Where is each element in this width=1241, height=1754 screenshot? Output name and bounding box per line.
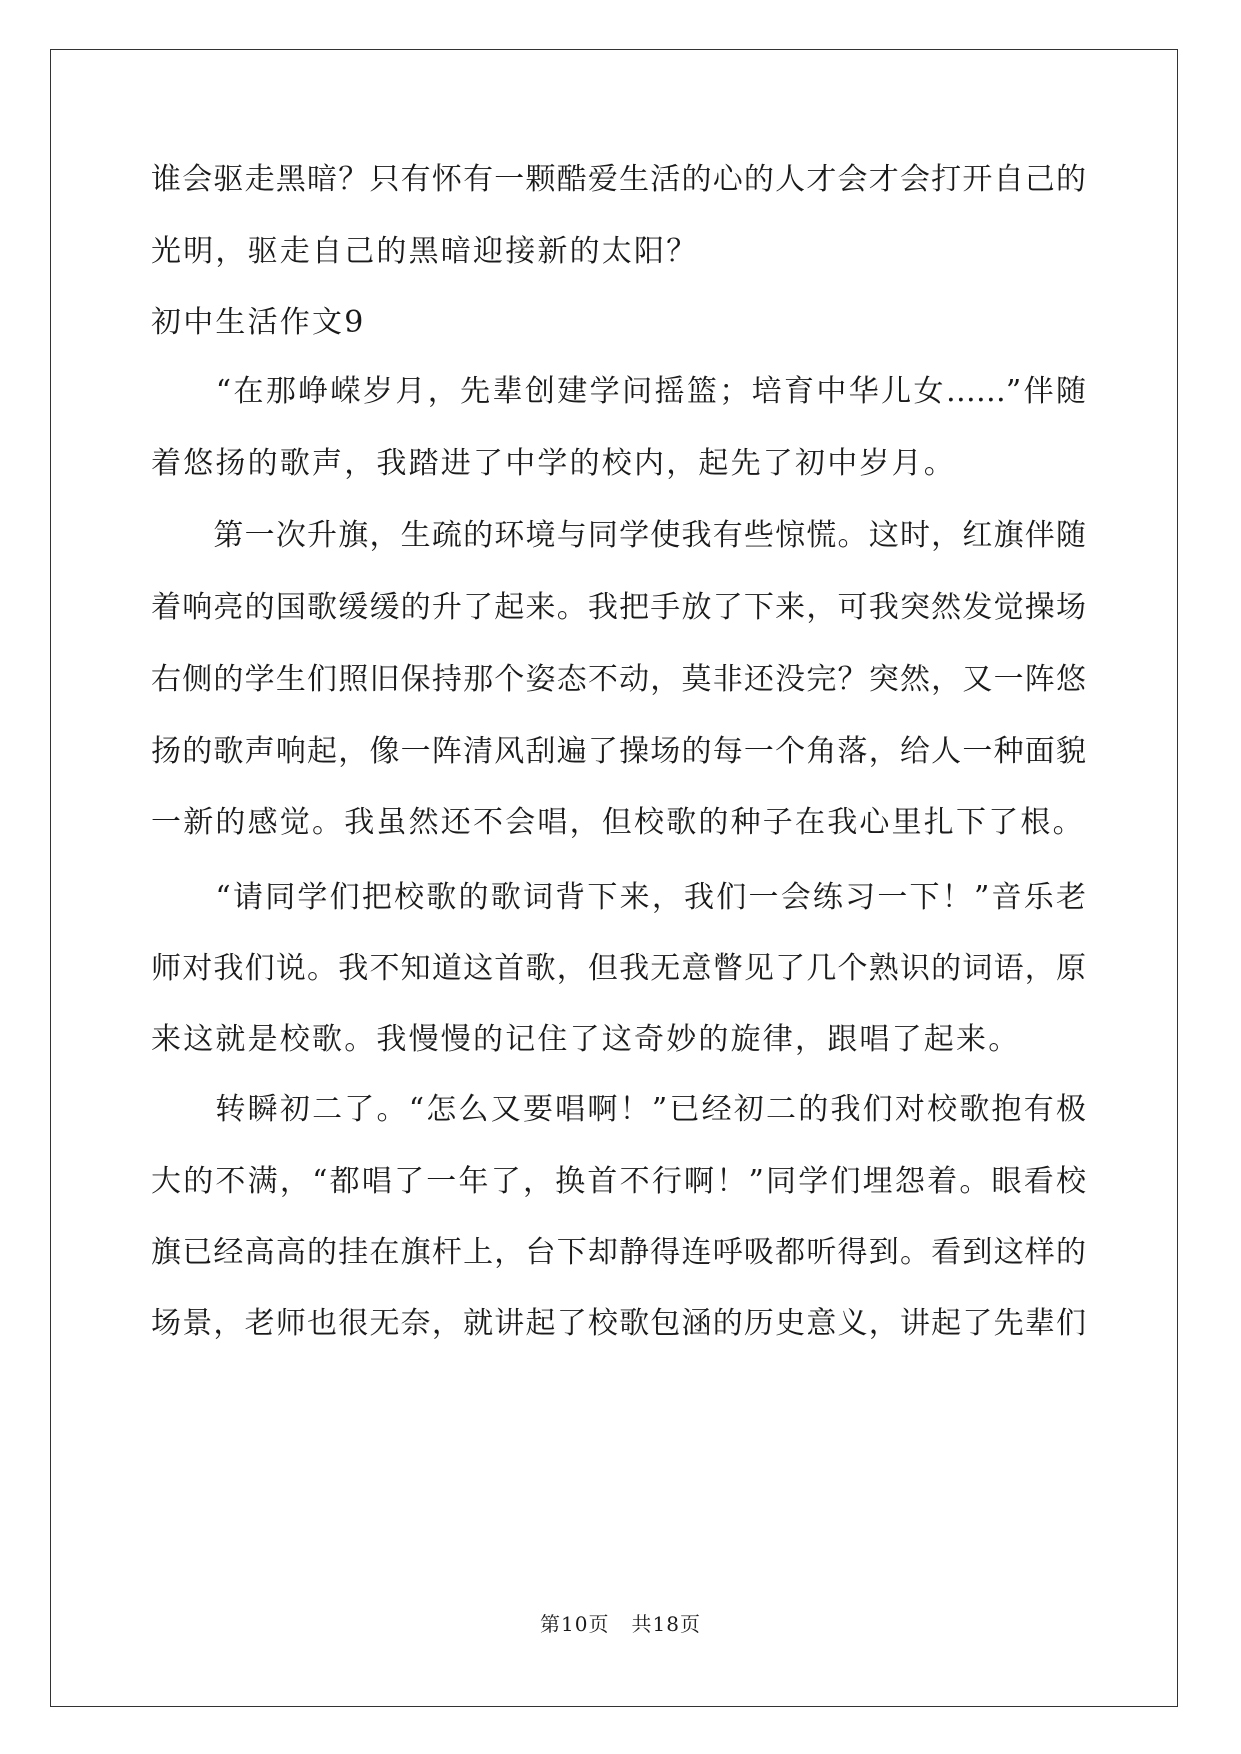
section-heading: 初中生活作文9 (151, 305, 366, 340)
text-line: “在那峥嵘岁月，先辈创建学问摇篮；培育中华儿女……”伴随 (151, 374, 1086, 409)
text-line: 场景，老师也很无奈，就讲起了校歌包涵的历史意义，讲起了先辈们 (151, 1306, 1086, 1341)
text-line: 光明，驱走自己的黑暗迎接新的太阳？ (151, 234, 699, 269)
page-number: 第10页 (540, 1612, 610, 1636)
text-line: 谁会驱走黑暗？只有怀有一颗酷爱生活的心的人才会才会打开自己的 (151, 162, 1086, 197)
text-line: “请同学们把校歌的歌词背下来，我们一会练习一下！”音乐老 (151, 880, 1086, 915)
text-line: 右侧的学生们照旧保持那个姿态不动，莫非还没完？突然，又一阵悠 (151, 662, 1086, 697)
text-line: 着响亮的国歌缓缓的升了起来。我把手放了下来，可我突然发觉操场 (151, 590, 1086, 625)
text-line: 着悠扬的歌声，我踏进了中学的校内，起先了初中岁月。 (151, 446, 956, 481)
text-line: 转瞬初二了。“怎么又要唱啊！”已经初二的我们对校歌抱有极 (151, 1092, 1086, 1127)
text-line: 旗已经高高的挂在旗杆上，台下却静得连呼吸都听得到。看到这样的 (151, 1235, 1086, 1270)
page-total: 共18页 (631, 1612, 701, 1636)
text-line: 师对我们说。我不知道这首歌，但我无意瞥见了几个熟识的词语，原 (151, 951, 1086, 986)
text-line: 来这就是校歌。我慢慢的记住了这奇妙的旋律，跟唱了起来。 (151, 1022, 1021, 1057)
page-footer (0, 1612, 1241, 1636)
text-line: 扬的歌声响起，像一阵清风刮遍了操场的每一个角落，给人一种面貌 (151, 734, 1086, 769)
text-line: 大的不满，“都唱了一年了，换首不行啊！”同学们埋怨着。眼看校 (151, 1164, 1086, 1199)
text-line: 第一次升旗，生疏的环境与同学使我有些惊慌。这时，红旗伴随 (151, 518, 1086, 553)
text-line: 一新的感觉。我虽然还不会唱，但校歌的种子在我心里扎下了根。 (151, 805, 1085, 840)
